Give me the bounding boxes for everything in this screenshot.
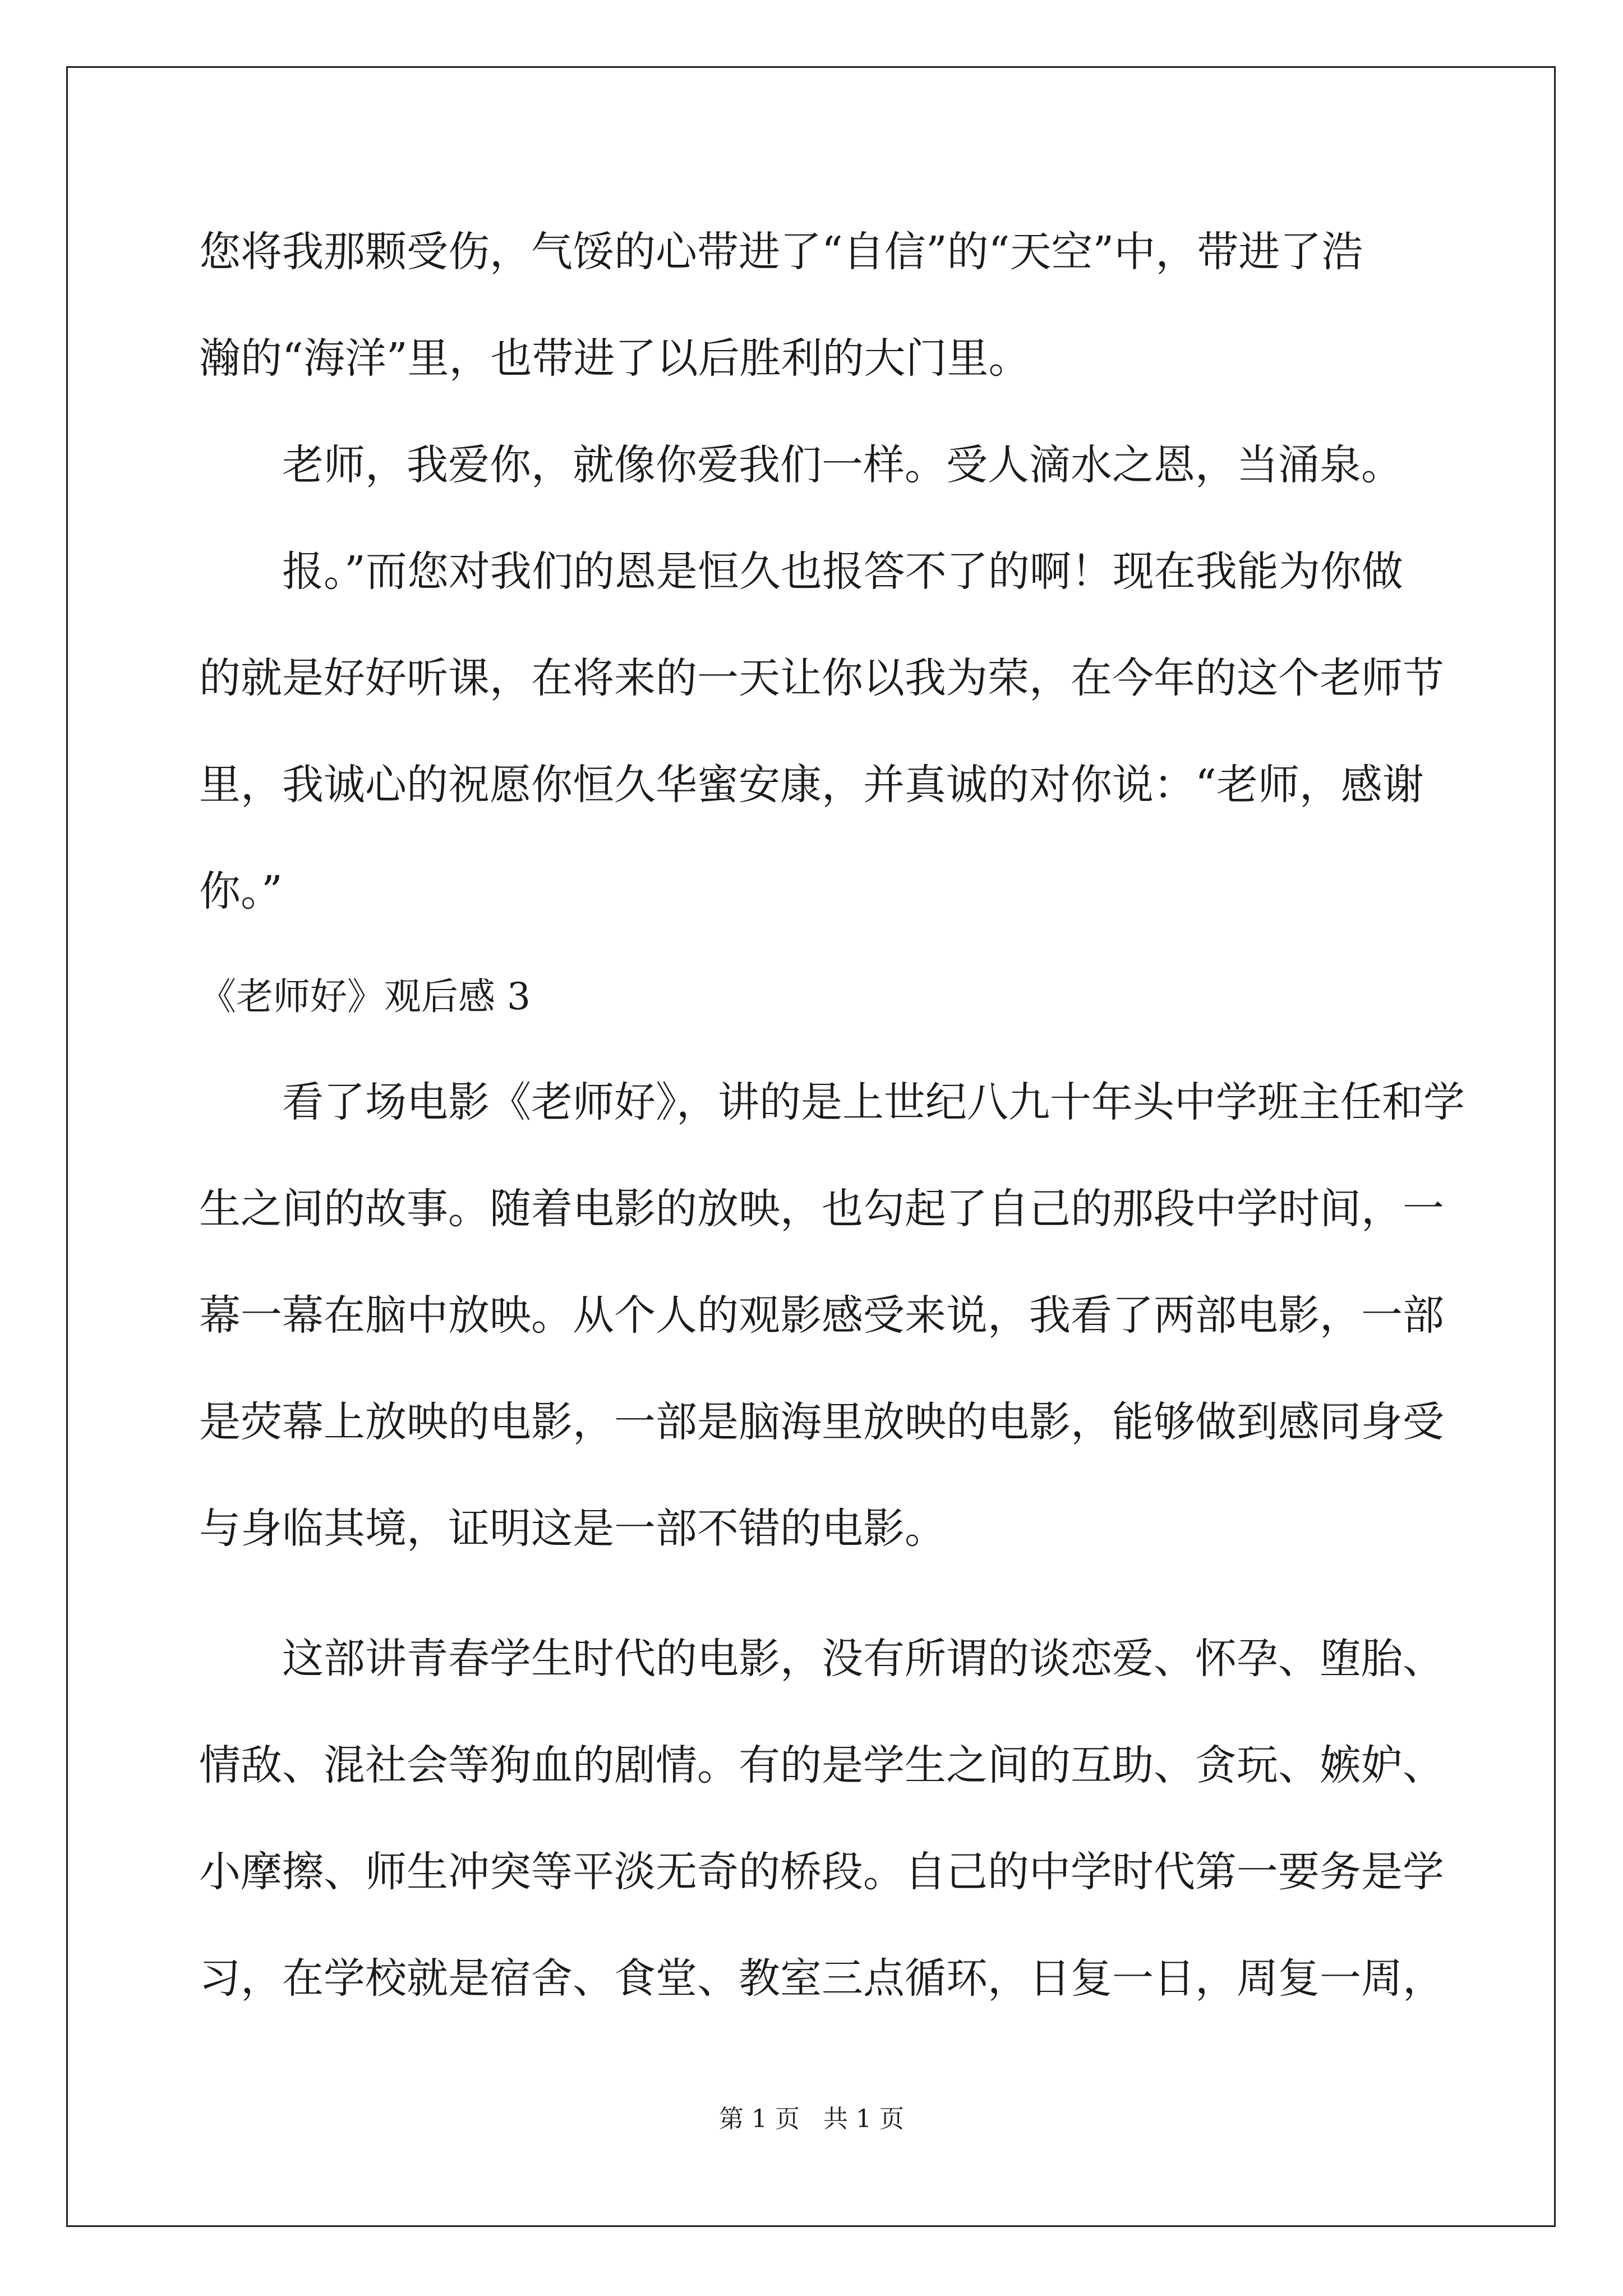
text-line-12: 是荧幕上放映的电影，一部是脑海里放映的电影，能够做到感同身受 <box>199 1398 1444 1446</box>
text-line-10: 生之间的故事。随着电影的放映，也勾起了自己的那段中学时间，一 <box>199 1185 1444 1233</box>
page-number-footer: 第 1 页 共 1 页 <box>719 2105 904 2133</box>
text-line-14: 这部讲青春学生时代的电影，没有所谓的谈恋爱、怀孕、堕胎、 <box>199 1635 1444 1683</box>
text-line-17: 习，在学校就是宿舍、食堂、教室三点循环，日复一日，周复一周， <box>199 1954 1444 2003</box>
text-line-7: 你。” <box>199 867 283 915</box>
text-line-11: 幕一幕在脑中放映。从个人的观影感受来说，我看了两部电影，一部 <box>199 1291 1444 1340</box>
text-line-16: 小摩擦、师生冲突等平淡无奇的桥段。自己的中学时代第一要务是学 <box>199 1848 1444 1896</box>
text-line-2: 瀚的“海洋”里，也带进了以后胜利的大门里。 <box>199 334 1030 383</box>
text-line-13: 与身临其境，证明这是一部不错的电影。 <box>199 1504 946 1553</box>
section-heading: 《老师好》观后感 3 <box>199 975 531 1018</box>
text-line-15: 情敌、混社会等狗血的剧情。有的是学生之间的互助、贪玩、嫉妒、 <box>199 1741 1444 1789</box>
text-line-4: 报。”而您对我们的恩是恒久也报答不了的啊！现在我能为你做 <box>199 547 1403 596</box>
text-line-6: 里，我诚心的祝愿你恒久华蜜安康，并真诚的对你说：“老师，感谢 <box>199 761 1424 809</box>
text-line-5: 的就是好好听课，在将来的一天让你以我为荣，在今年的这个老师节 <box>199 654 1444 702</box>
page-border <box>66 66 1556 2227</box>
text-line-1: 您将我那颗受伤，气馁的心带进了“自信”的“天空”中，带进了浩 <box>199 228 1363 276</box>
text-line-3: 老师，我爱你，就像你爱我们一样。受人滴水之恩，当涌泉。 <box>199 441 1403 489</box>
text-line-9: 看了场电影《老师好》，讲的是上世纪八九十年头中学班主任和学 <box>199 1078 1465 1126</box>
